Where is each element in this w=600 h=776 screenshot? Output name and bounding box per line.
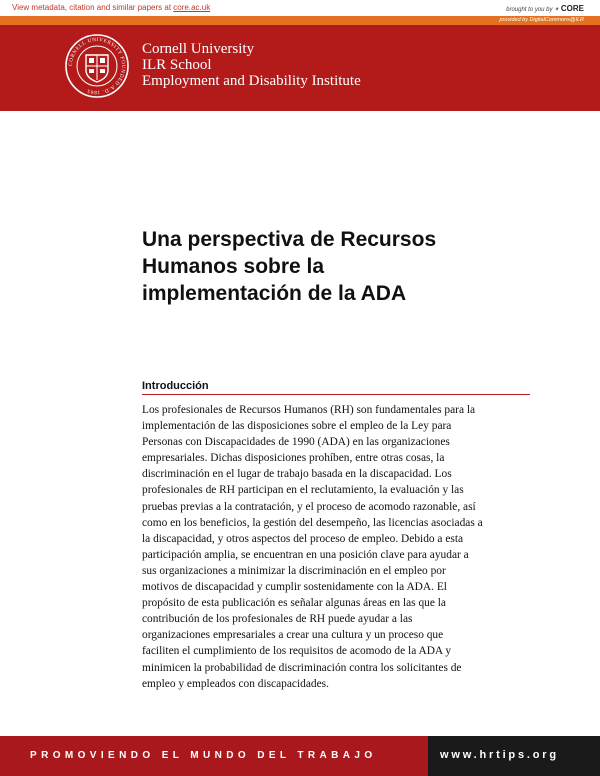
title-line-3: implementación de la ADA [142, 282, 407, 305]
brought-by [506, 4, 584, 13]
core-top-bar [0, 0, 600, 16]
body-line: profesionales de RH participan en el reclutamiento, la evaluación y las [142, 484, 464, 497]
brought-by-text: brought to you by [506, 7, 553, 13]
core-logo[interactable]: CORE [560, 4, 584, 13]
core-metadata-link[interactable] [12, 3, 210, 12]
body-line: empleo y empleados con discapacidades. [142, 677, 329, 690]
document-title [142, 226, 436, 307]
body-line: Personas con Discapacidades de 1990 (ADA) en las organizaciones [142, 436, 450, 449]
body-line: pruebas previas a la contratación, y el proceso de acomodo razonable, así [142, 500, 476, 513]
seal-text: CORNELL UNIVERSITY FOUNDED A.D. 1865 [67, 36, 127, 96]
body-line: minimicen la probabilidad de discriminación contra los solicitantes de [142, 661, 462, 674]
cornell-seal-icon [64, 33, 130, 99]
body-line: implementación de las disposiciones sobre el empleo de la Ley para [142, 420, 452, 433]
core-link-prefix: View metadata, citation and similar papers at [12, 3, 174, 12]
core-link-text[interactable]: core.ac.uk [173, 3, 211, 12]
body-line: participación amplia, se encuentran en una posición clave para ayudar a [142, 548, 469, 561]
institution-line-2: ILR School [142, 57, 212, 73]
footer-bar [0, 736, 600, 776]
footer-slogan: PROMOVIENDO EL MUNDO DEL TRABAJO [30, 750, 377, 761]
section-heading: Introducción [142, 380, 209, 392]
body-line: Los profesionales de Recursos Humanos (RH) son fundamentales para la [142, 404, 476, 416]
body-line: sus organizaciones a minimizar la discriminación en el empleo por [142, 564, 446, 577]
institution-line-3: Employment and Disability Institute [142, 73, 361, 89]
institution-line-1: Cornell University [142, 41, 255, 57]
body-line: empresariales. Dichas disposiciones prohíben, entre otras cosas, la [142, 452, 445, 465]
section-divider [142, 394, 530, 395]
body-line: como en los beneficios, la gestión del desempeño, las licencias asociadas a [142, 516, 483, 529]
body-line: motivos de discapacidad y cumplir sostenidamente con la ADA. El [142, 581, 447, 594]
body-line: contribución de los profesionales de RH puede ayudar a las [142, 613, 413, 626]
institution-header [0, 25, 600, 111]
title-line-1: Una perspectiva de Recursos [142, 228, 437, 251]
core-logo-icon: ✴ [554, 7, 560, 13]
institution-name [142, 41, 361, 89]
provided-by-bar [0, 16, 600, 25]
body-line: discriminación en el lugar de trabajo basada en la discapacidad. Los [142, 468, 452, 481]
body-line: faciliten el cumplimiento de los requisitos de acomodo de la ADA y [142, 645, 452, 658]
intro-paragraph [142, 402, 532, 692]
footer-slogan-block [0, 736, 428, 776]
body-line: organizaciones empresariales a crear una cultura y un proceso que [142, 629, 444, 642]
provided-by-text: provided by DigitalCommons@ILR [499, 17, 584, 23]
body-line: propósito de esta publicación es señalar algunas áreas en las que la [142, 597, 446, 610]
body-line: la discapacidad, y otros aspectos del proceso de empleo. Debido a esta [142, 532, 464, 545]
footer-url[interactable]: www.hrtips.org [440, 749, 559, 761]
title-line-2: Humanos sobre la [142, 255, 325, 278]
